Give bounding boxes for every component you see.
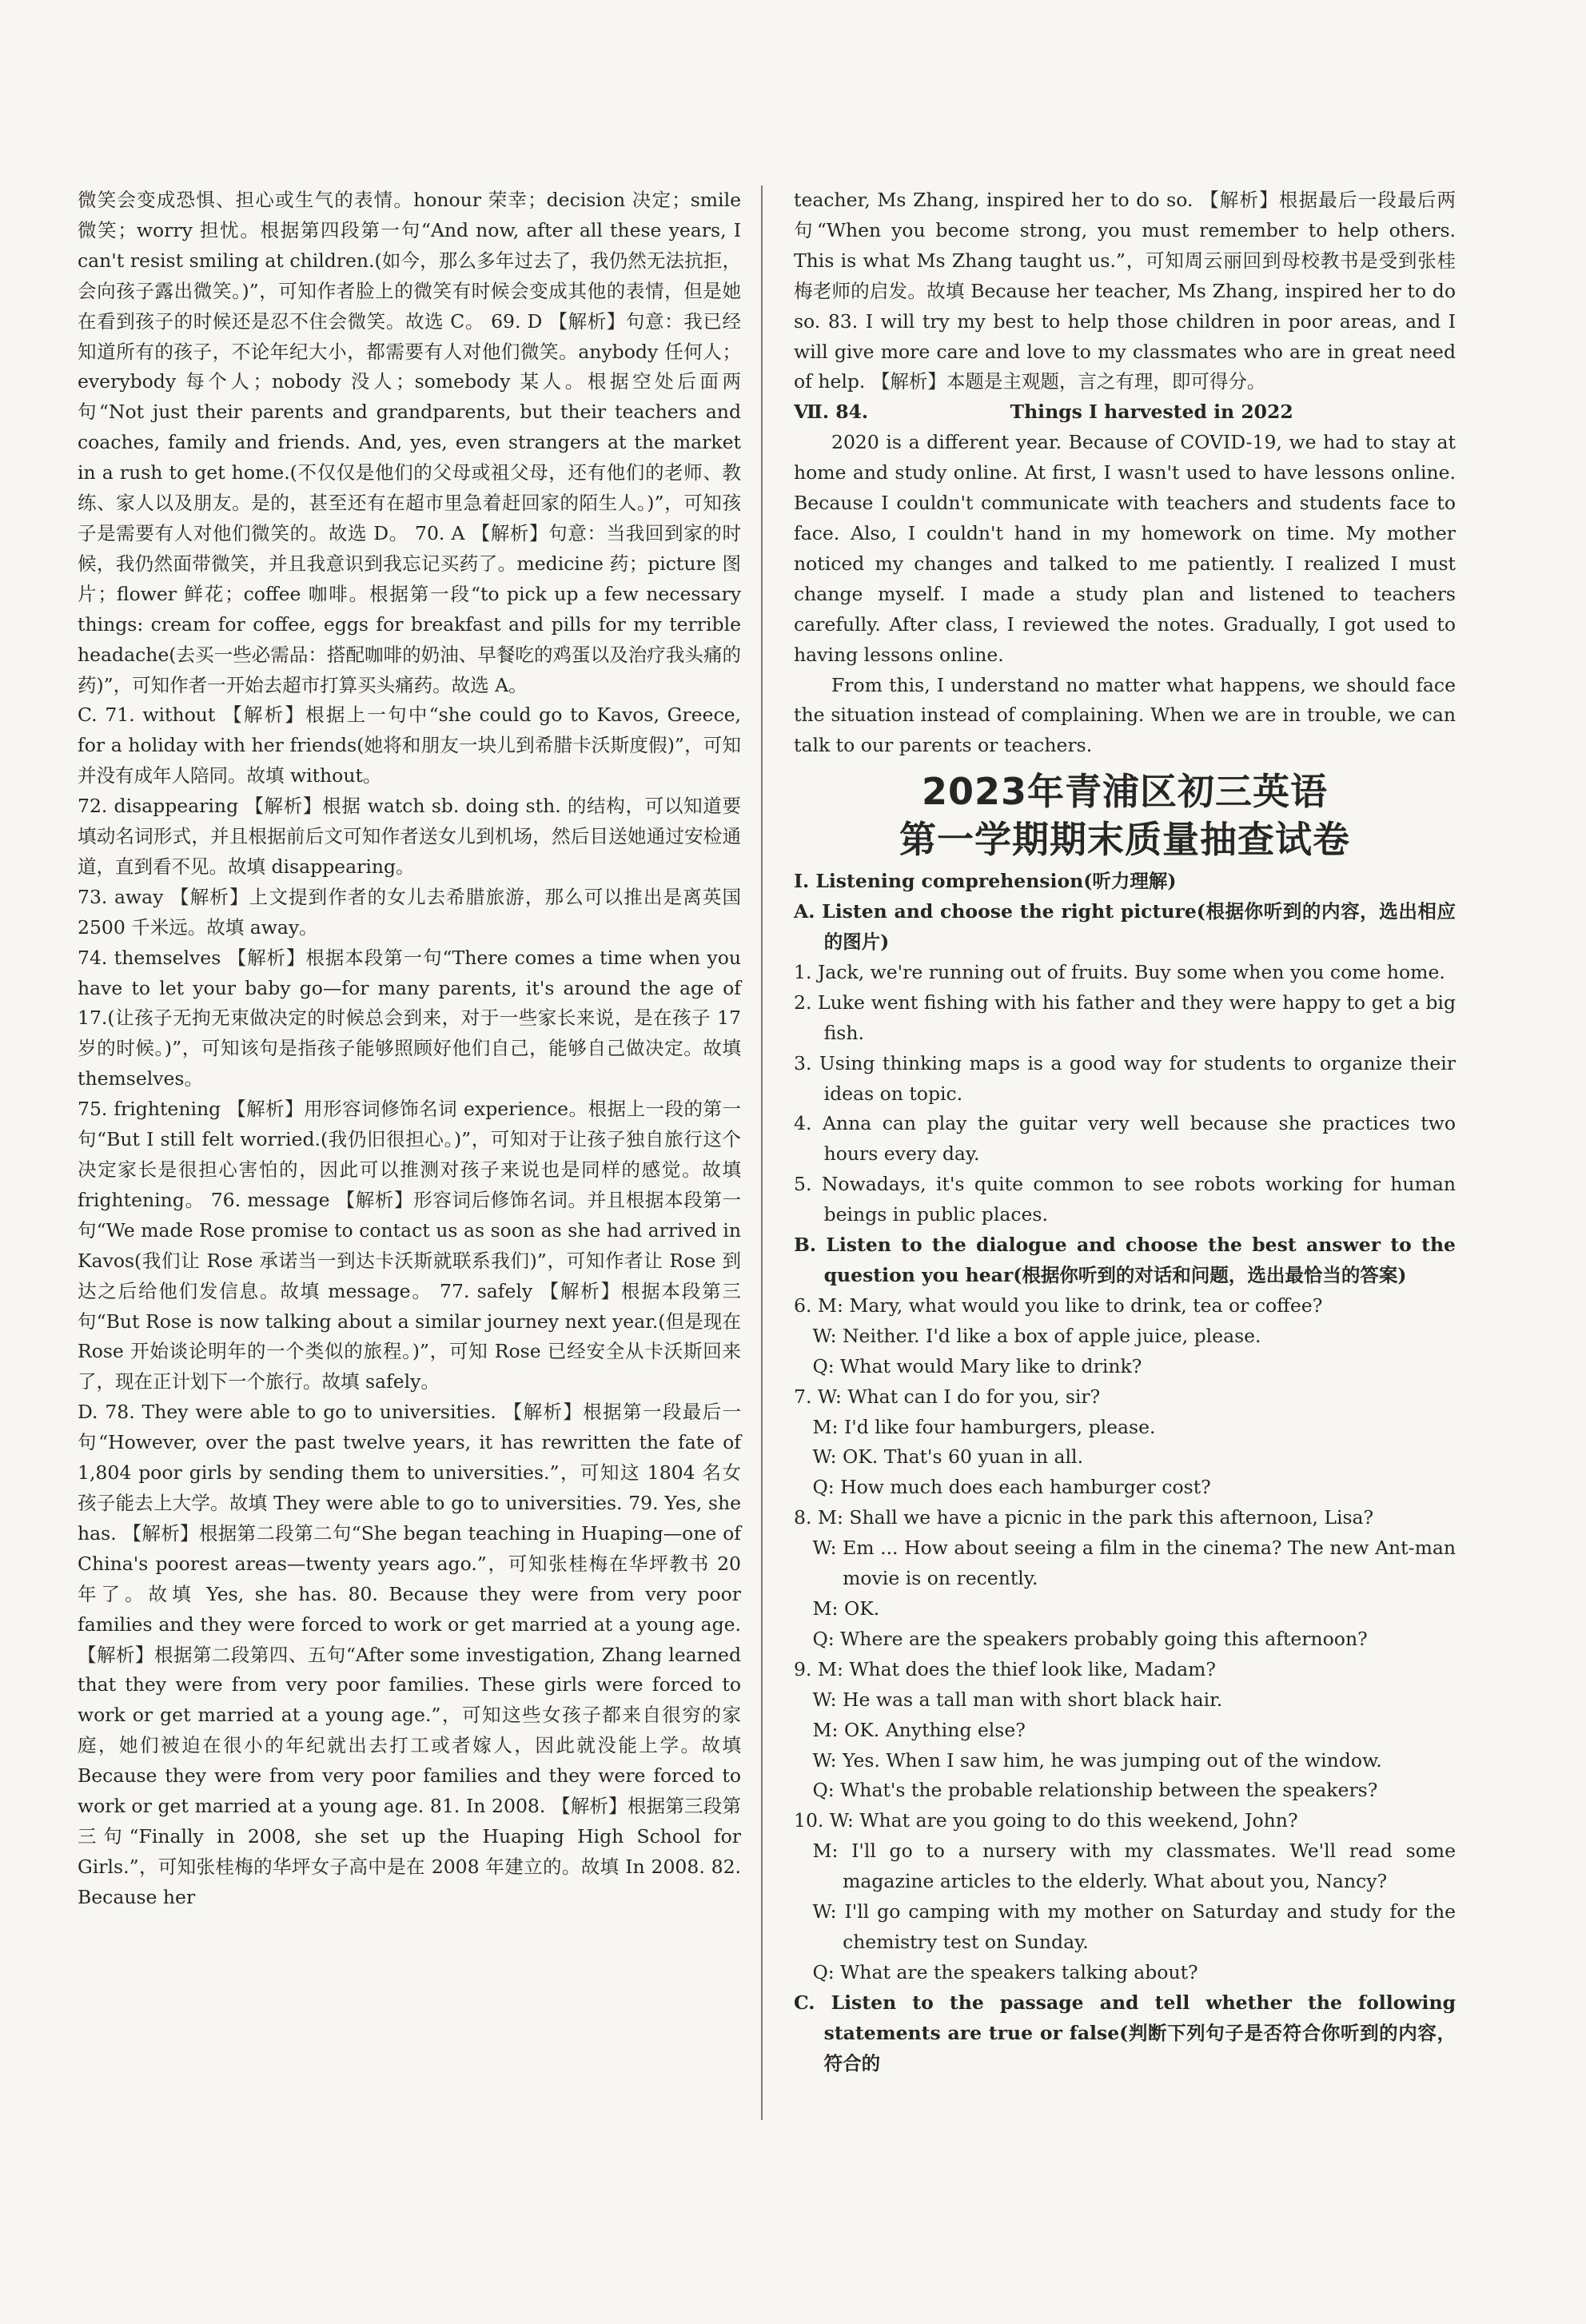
dialogue-line: W: He was a tall man with short black hair. xyxy=(812,1688,1223,1711)
dialogue-line: M: I'll go to a nursery with my classmates. We'll read some magazine articles to the elderly. What about you, Nancy? xyxy=(812,1840,1456,1893)
dialogue-line: 9. M: What does the thief look like, Madam? xyxy=(794,1657,1216,1680)
dialogue-line: M: OK. Anything else? xyxy=(812,1718,1026,1741)
section-b-heading: B. Listen to the dialogue and choose the best answer to the question you hear(根据你听到的对话和问题，选出最恰当的答案) xyxy=(794,1234,1456,1286)
paragraph-answer-82-83: teacher, Ms Zhang, inspired her to do so. 【解析】根据最后一段最后两句“When you become strong, you must remember to help others. This is what Ms Zhang taught us.”，可知周云丽回到母校教书是受到张桂梅老师的启发。故填 Because her teacher, Ms Zhang, inspired her to do so. 83. I will try my best to help those children in poor areas, and I will give more care and love to my classmates who are in great need of help. 【解析】本题是主观题，言之有理，即可得分。 xyxy=(794,189,1456,393)
list-item: 3. Using thinking maps is a good way for students to organize their ideas on topic. xyxy=(794,1051,1456,1105)
essay-number: Ⅶ. 84. xyxy=(794,401,869,424)
section-a-heading: A. Listen and choose the right picture(根据你听到的内容，选出相应的图片) xyxy=(794,900,1456,954)
paragraph-answer-71: C. 71. without 【解析】根据上一句中“she could go to Kavos, Greece, for a holiday with her friends(她将和朋友一块儿到希腊卡沃斯度假)”，可知并没有成年人陪同。故填 without。 xyxy=(78,704,741,787)
exam-title xyxy=(794,767,1456,863)
dialogue-line: Q: What are the speakers talking about? xyxy=(812,1960,1198,1983)
column-divider xyxy=(761,185,763,2120)
list-item: 2. Luke went fishing with his father and they were happy to get a big fish. xyxy=(794,991,1456,1044)
list-item: 1. Jack, we're running out of fruits. Buy some when you come home. xyxy=(794,960,1445,983)
dialogue-line: W: OK. That's 60 yuan in all. xyxy=(812,1445,1084,1469)
paragraph-answer-73: 73. away 【解析】上文提到作者的女儿去希腊旅游，那么可以推出是离英国 2500 千米远。故填 away。 xyxy=(78,885,741,939)
dialogue-line: W: Em ... How about seeing a film in the cinema? The new Ant-man movie is on recently. xyxy=(812,1537,1456,1590)
list-item: 4. Anna can play the guitar very well because she practices two hours every day. xyxy=(794,1112,1456,1166)
right-column xyxy=(794,185,1456,2079)
dialogue-line: Q: What would Mary like to drink? xyxy=(812,1354,1142,1377)
paragraph-answer-75-77: 75. frightening 【解析】用形容词修饰名词 experience。根据上一段的第一句“But I still felt worried.(我仍旧很担心。)”，可知对于让孩子独自旅行这个决定家长是很担心害怕的，因此可以推测对孩子来说也是同样的感觉。故填 frightening。 76. message 【解析】形容词后修饰名词。并且根据本段第一句“We made Rose promise to contact us as soon as she had arrived in Kavos(我们让 Rose 承诺当一到达卡沃斯就联系我们)”，可知作者让 Rose 到达之后给他们发信息。故填 message。 77. safely 【解析】根据本段第三句“But Rose is now talking about a similar journey next year.(但是现在 Rose 开始谈论明年的一个类似的旅程。)”，可知 Rose 已经安全从卡沃斯回来了，现在正计划下一个旅行。故填 safely。 xyxy=(78,1098,741,1393)
dialogue-line: W: Neither. I'd like a box of apple juice, please. xyxy=(812,1324,1261,1347)
paragraph-answer-74: 74. themselves 【解析】根据本段第一句“There comes a time when you have to let your baby go—for many parents, it's around the age of 17.(让孩子无拘无束做决定的时候总会到来，对于一些家长来说，是在孩子 17 岁的时候。)”，可知该句是指孩子能够照顾好他们自己，能够自己做决定。故填 themselves。 xyxy=(78,946,741,1090)
essay-title: Things I harvested in 2022 xyxy=(1010,401,1293,424)
paragraph-answer-78-82: D. 78. They were able to go to universities. 【解析】根据第一段最后一句“However, over the past twelve years, it has rewritten the fate of 1,804 poor girls by sending them to universities.”，可知这 1804 名女孩子能去上大学。故填 They were able to go to universities. 79. Yes, she has. 【解析】根据第二段第二句“She began teaching in Huaping—one of China's poorest areas—twenty years ago.”，可知张桂梅在华坪教书 20 年了。故填 Yes, she has. 80. Because they were from very poor families and they were forced to work or get married at a young age. 【解析】根据第二段第四、五句“After some investigation, Zhang learned that they were from very poor families. These girls were forced to work or get married at a young age.”，可知这些女孩子都来自很穷的家庭，她们被迫在很小的年纪就出去打工或者嫁人，因此就没能上学。故填 Because they were from very poor families and they were forced to work or get married at a young age. 81. In 2008. 【解析】根据第三段第三句“Finally in 2008, she set up the Huaping High School for Girls.”，可知张桂梅的华坪女子高中是在 2008 年建立的。故填 In 2008. 82. Because her xyxy=(78,1401,741,1908)
dialogue-line: Q: What's the probable relationship between the speakers? xyxy=(812,1779,1378,1802)
dialogue-line: W: I'll go camping with my mother on Saturday and study for the chemistry test on Sunday. xyxy=(812,1900,1456,1953)
section-c-heading: C. Listen to the passage and tell whether the following statements are true or false(判断下列句子是否符合你听到的内容，符合的 xyxy=(794,1991,1456,2075)
paragraph-answer-69-70: 微笑会变成恐惧、担心或生气的表情。honour 荣幸；decision 决定；smile 微笑；worry 担忧。根据第四段第一句“And now, after all these years, I can't resist smiling at children.(如今，那么多年过去了，我仍然无法抗拒，会向孩子露出微笑。)”，可知作者脸上的微笑有时候会变成其他的表情，但是她在看到孩子的时候还是忍不住会微笑。故选 C。 69. D 【解析】句意：我已经知道所有的孩子，不论年纪大小，都需要有人对他们微笑。anybody 任何人；everybody 每个人；nobody 没人；somebody 某人。根据空处后面两句“Not just their parents and grandparents, but their teachers and coaches, family and friends. And, yes, even strangers at the market in a rush to get home.(不仅仅是他们的父母或祖父母，还有他们的老师、教练、家人以及朋友。是的，甚至还有在超市里急着赶回家的陌生人。)”，可知孩子是需要有人对他们微笑的。故选 D。 70. A 【解析】句意：当我回到家的时候，我仍然面带微笑，并且我意识到我忘记买药了。medicine 药；picture 图片；flower 鲜花；coffee 咖啡。根据第一段“to pick up a few necessary things: cream for coffee, eggs for breakfast and pills for my terrible headache(去买一些必需品：搭配咖啡的奶油、早餐吃的鸡蛋以及治疗我头痛的药)”，可知作者一开始去超市打算买头痛药。故选 A。 xyxy=(78,189,741,696)
dialogue-line: 10. W: What are you going to do this weekend, John? xyxy=(794,1809,1298,1832)
essay-paragraph: 2020 is a different year. Because of COVID-19, we had to stay at home and study online. At first, I wasn't used to have lessons online. Because I couldn't communicate with teachers and students face to face. Also, I couldn't hand in my homework on time. My mother noticed my changes and talked to me patiently. I realized I must change myself. I made a study plan and listened to teachers carefully. After class, I reviewed the notes. Gradually, I got used to having lessons online. xyxy=(794,431,1456,666)
paragraph-answer-72: 72. disappearing 【解析】根据 watch sb. doing sth. 的结构，可以知道要填动名词形式，并且根据前后文可知作者送女儿到机场，然后目送她通过安检通道，直到看不见。故填 disappearing。 xyxy=(78,795,741,878)
dialogue-line: 7. W: What can I do for you, sir? xyxy=(794,1385,1101,1408)
essay-heading xyxy=(794,397,1456,428)
exam-title-line1: 2023年青浦区初三英语 xyxy=(921,770,1329,814)
dialogue-line: 8. M: Shall we have a picnic in the park this afternoon, Lisa? xyxy=(794,1506,1374,1529)
section-heading-listening: Ⅰ. Listening comprehension(听力理解) xyxy=(794,870,1177,893)
dialogue-line: Q: Where are the speakers probably going this afternoon? xyxy=(812,1627,1368,1650)
left-column xyxy=(78,185,741,1913)
dialogue-line: Q: How much does each hamburger cost? xyxy=(812,1476,1211,1499)
dialogue-line: W: Yes. When I saw him, he was jumping out of the window. xyxy=(812,1748,1382,1772)
essay-paragraph: From this, I understand no matter what happens, we should face the situation instead of complaining. When we are in trouble, we can talk to our parents or teachers. xyxy=(794,673,1456,757)
dialogue-line: 6. M: Mary, what would you like to drink, tea or coffee? xyxy=(794,1294,1323,1317)
list-item: 5. Nowadays, it's quite common to see robots working for human beings in public places. xyxy=(794,1173,1456,1226)
exam-title-line2: 第一学期期末质量抽查试卷 xyxy=(899,818,1350,862)
dialogue-line: M: I'd like four hamburgers, please. xyxy=(812,1415,1156,1438)
dialogue-line: M: OK. xyxy=(812,1597,880,1620)
